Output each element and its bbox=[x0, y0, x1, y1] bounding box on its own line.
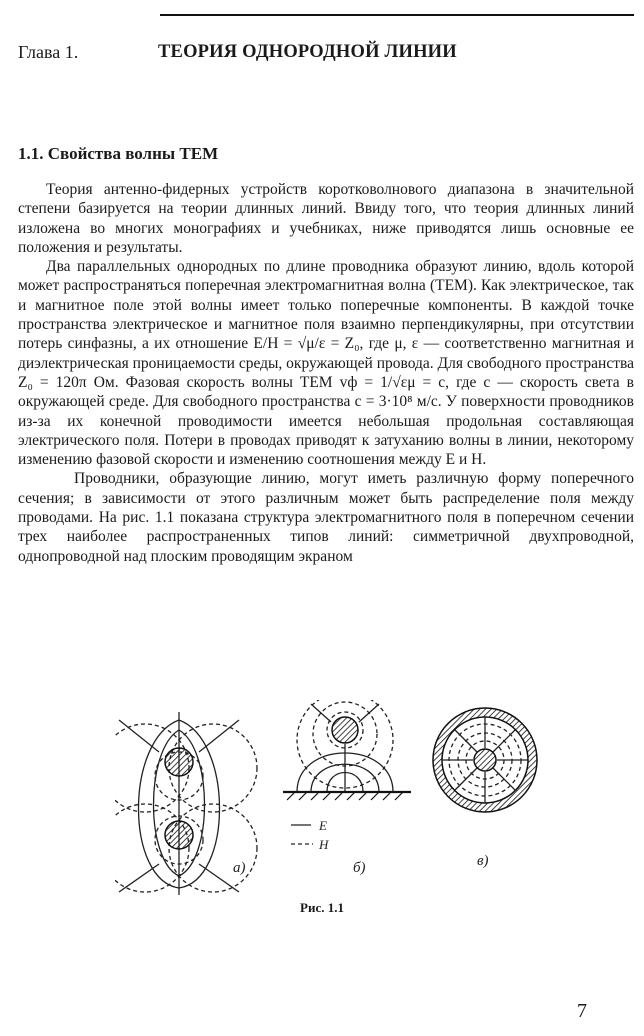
legend-h-label: H bbox=[319, 837, 329, 852]
chapter-label: Глава 1. bbox=[18, 42, 79, 62]
paragraph-3: Проводники, образующие линию, могут иметь различную форму поперечного сечения; в зависимости от этого различным может быть распределение поля между проводами. На рис. 1.1 показана структура электромагнитного поля в поперечном сечении трех наиболее распространенных типов линий: симметричной двухпроводной, однопроводной над плоским проводящим экраном bbox=[18, 470, 634, 565]
section-heading: 1.1. Свойства волны ТЕМ bbox=[18, 144, 219, 163]
label-a: а) bbox=[233, 860, 246, 876]
body-text bbox=[18, 180, 634, 566]
page-number: 7 bbox=[577, 1000, 587, 1022]
figure-caption: Рис. 1.1 bbox=[300, 900, 344, 915]
legend-e-label: E bbox=[319, 818, 327, 833]
header-rule bbox=[160, 14, 634, 16]
diagram-wire-over-plane bbox=[283, 700, 411, 844]
chapter-title: ТЕОРИЯ ОДНОРОДНОЙ ЛИНИИ bbox=[158, 42, 457, 62]
paragraph-1: Теория антенно-фидерных устройств коротковолнового диапазона в значительной степени базируется на теории длинных линий. Ввиду того, что теория длинных линий изложена во многих монографиях и учебниках, ниже приводятся лишь основные ее положения и результаты. bbox=[18, 181, 634, 256]
field-diagram bbox=[115, 700, 555, 895]
label-b: б) bbox=[353, 860, 366, 876]
paragraph-2: Два параллельных однородных по длине проводника образуют линию, вдоль которой может распространяться поперечная электромагнитная волна (ТЕМ). Как электрическое, так и магнитное поле этой волны имеет только поперечные компоненты. В каждой точке пространства электрическое и магнитное поля взаимно перпендикулярны, при отсутствии потерь синфазны, а их отношение E/H = √μ/ε = Z₀, где μ, ε — соответственно магнитная и диэлектрическая проницаемости среды, окружающей провода. Для свободного пространства Z₀ = 120π Ом. Фазовая скорость волны ТЕМ vф = 1/√εμ = c, где c — скорость света в окружающей среде. Для свободного пространства c = 3·10⁸ м/с. У поверхности проводников из-за их конечной проводимости имеется небольшая продольная составляющая электрического поля. Потери в проводах приводят к затуханию волны в линии, некоторому изменению фазовой скорости и изменению соотношения между E и H. bbox=[18, 258, 635, 469]
chapter-header bbox=[18, 42, 638, 72]
label-c: в) bbox=[477, 853, 489, 869]
figure-1-1 bbox=[115, 700, 555, 895]
diagram-coaxial-line bbox=[433, 708, 537, 812]
